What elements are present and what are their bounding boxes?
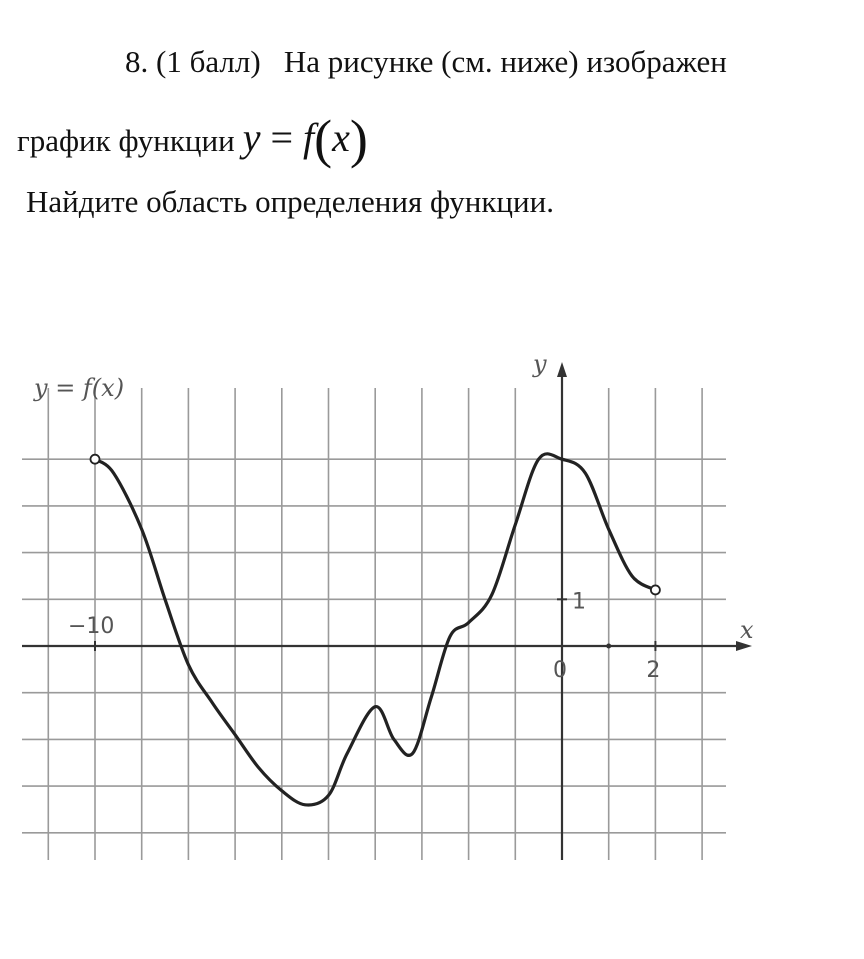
x-axis-label: x (740, 616, 754, 644)
tick-labels (68, 589, 660, 683)
curve-end-open-point (651, 585, 660, 594)
grid (22, 388, 726, 860)
chart-title: y = f(x) (34, 374, 125, 402)
formula-eq: = (270, 115, 294, 160)
task-text-1: На рисунке (см. ниже) изображен (283, 44, 727, 79)
tick-label: 0 (553, 658, 567, 683)
task-points: (1 балл) (156, 44, 261, 79)
y-axis-arrow (557, 362, 567, 377)
tick-label: 2 (646, 658, 661, 683)
function-formula: y = f(x) (242, 109, 368, 169)
task-question: Найдите область определения функции. (26, 184, 554, 219)
curve-start-open-point (91, 455, 100, 464)
task-number: 8. (125, 44, 149, 79)
tick-label: 1 (572, 589, 586, 615)
formula-f: f (303, 115, 315, 160)
formula-y: y (242, 115, 261, 160)
y-axis-label: y (533, 350, 547, 378)
task-text-2: график функции (17, 123, 235, 158)
tick-mark (606, 644, 611, 649)
formula-x: x (332, 115, 350, 160)
tick-label: −10 (68, 614, 115, 639)
